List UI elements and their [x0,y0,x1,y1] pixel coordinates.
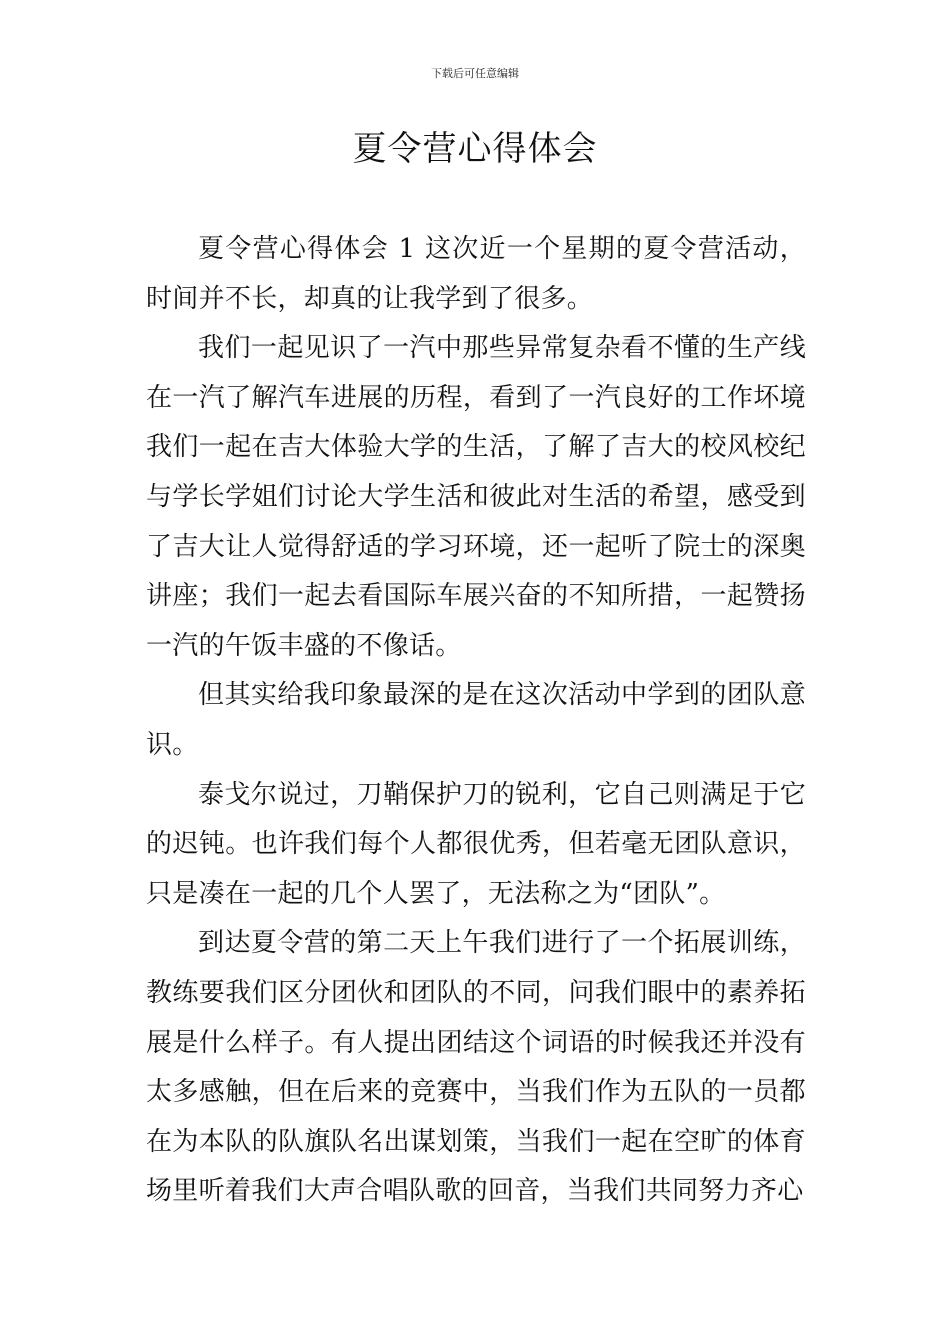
paragraph-3: 但其实给我印象最深的是在这次活动中学到的团队意识。 [146,680,806,760]
header-note: 下载后可任意编辑 [431,67,519,80]
paragraph-2: 我们一起见识了一汽中那些异常复杂看不懂的生产线在一汽了解汽车进展的历程，看到了一汽良好的工作坏境我们一起在吉大体验大学的生活，了解了吉大的校风校纪与学长学姐们讨论大学生活和彼此对生活的希望，感受到了吉大让人觉得舒适的学习环境，还一起听了院士的深奥讲座；我们一起去看国际车展兴奋的不知所措，一起赞扬一汽的午饭丰盛的不像话。 [146,333,806,661]
document-title: 夏令营心得体会 [352,129,598,169]
paragraph-5: 到达夏令营的第二天上午我们进行了一个拓展训练，教练要我们区分团伙和团队的不同，问我们眼中的素养拓展是什么样子。有人提出团结这个词语的时候我还并没有太多感触，但在后来的竞赛中，当我们作为五队的一员都在为本队的队旗队名出谋划策，当我们一起在空旷的体育场里听着我们大声合唱队歌的回音，当我们共同努力齐心 [146,928,806,1207]
document-body [146,225,806,1217]
paragraph-4: 泰戈尔说过，刀鞘保护刀的锐利，它自己则满足于它的迟钝。也许我们每个人都很优秀，但若毫无团队意识，只是凑在一起的几个人罢了，无法称之为“团队”。 [146,779,806,909]
paragraph-1: 夏令营心得体会 1 这次近一个星期的夏令营活动，时间并不长，却真的让我学到了很多。 [146,234,806,314]
